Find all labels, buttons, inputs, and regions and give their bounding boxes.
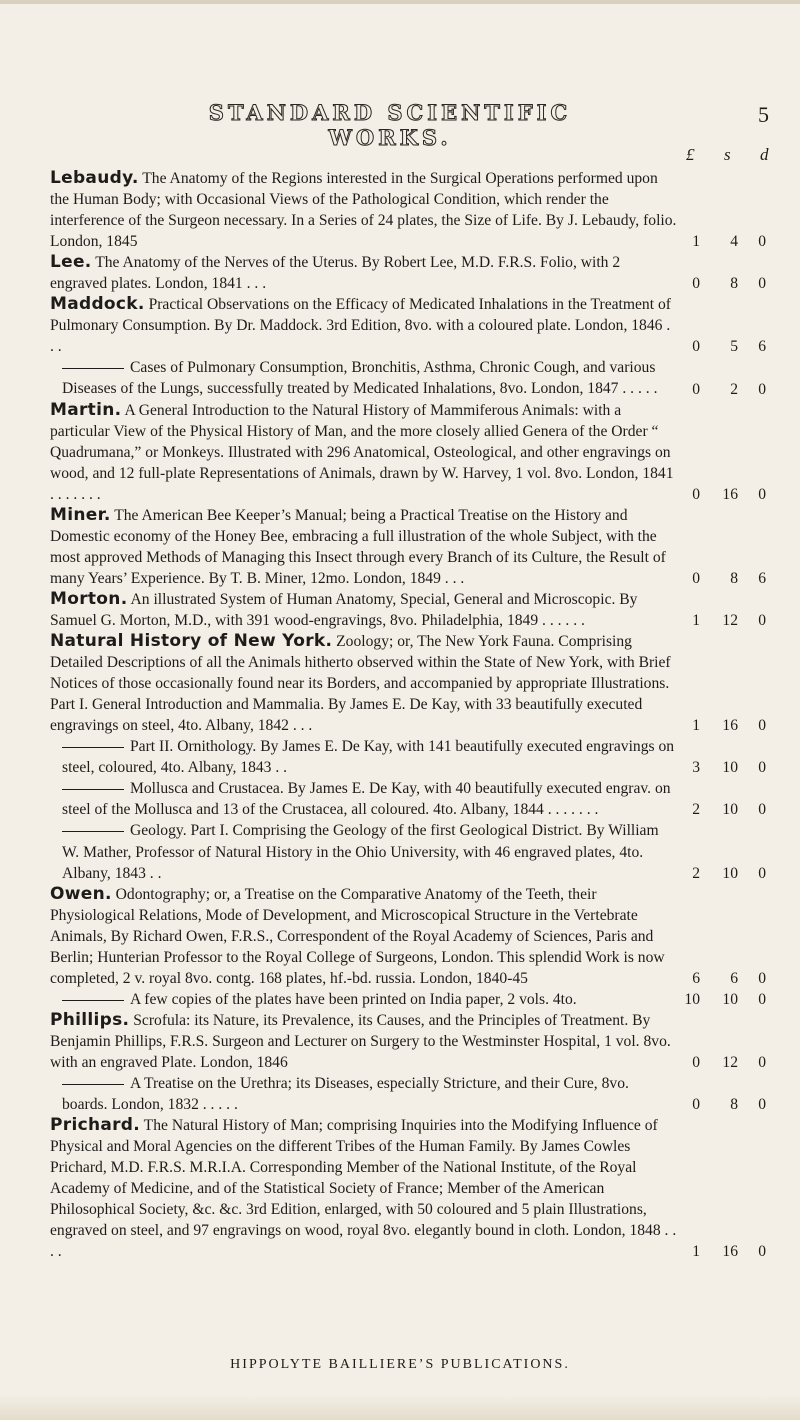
catalog-entry <box>50 294 780 357</box>
entry-text: Scrofula: its Nature, its Prevalence, its Causes, and the Principles of Treatment. By Benjamin Phillips, F.R.S. Surgeon and Lecturer on Surgery to the Westminster Hospital, 1 vol. 8vo. with an engraved Plate. London, 1846 <box>50 1011 671 1071</box>
pounds-heading: £ <box>686 145 695 164</box>
catalog-entry-continuation <box>50 1073 780 1115</box>
price-shillings: 10 <box>722 759 738 777</box>
catalog-entry <box>50 631 780 736</box>
page-number: 5 <box>758 102 769 127</box>
price-pounds: 3 <box>692 759 700 777</box>
entry-text: The Anatomy of the Nerves of the Uterus. By Robert Lee, M.D. F.R.S. Folio, with 2 engraved plates. London, 1841 . . . <box>50 254 621 293</box>
entry-text: Part II. Ornithology. By James E. De Kay, with 141 beautifully executed engravings on steel, coloured, 4to. Albany, 1843 . . <box>62 738 675 777</box>
catalog-entry <box>50 1010 780 1073</box>
page-bottom-edge <box>0 1395 800 1420</box>
ditto-dash <box>62 789 124 790</box>
price-pence: 0 <box>758 612 766 630</box>
price-pounds: 1 <box>692 233 700 251</box>
catalog-entry-continuation <box>50 820 780 883</box>
entry-author: Lee. <box>50 252 92 273</box>
catalog-entry-continuation <box>50 736 780 778</box>
price-pounds: 1 <box>692 1243 700 1261</box>
catalog-entry-continuation <box>50 778 780 820</box>
price-shillings: 12 <box>722 1054 738 1072</box>
catalog-entry-continuation <box>50 989 780 1010</box>
price-shillings: 10 <box>722 864 738 882</box>
price-shillings: 16 <box>722 1243 738 1261</box>
entry-author: Owen. <box>50 883 112 904</box>
entry-author: Prichard. <box>50 1115 141 1136</box>
page-top-edge <box>0 0 800 4</box>
price-pounds: 0 <box>692 380 700 398</box>
price-pounds: 1 <box>692 717 700 735</box>
entry-author: Maddock. <box>50 294 145 315</box>
catalog-entry <box>50 168 780 252</box>
entry-text: Practical Observations on the Efficacy of Medicated Inhalations in the Treatment of Pulmonary Consumption. By Dr. Maddock. 3rd Edition, 8vo. with a coloured plate. London, 1846 . . . <box>50 296 671 356</box>
running-title: STANDARD SCIENTIFIC WORKS. <box>208 100 572 150</box>
price-pence: 0 <box>758 717 766 735</box>
price-shillings: 8 <box>730 1096 738 1114</box>
price-shillings: 6 <box>730 969 738 987</box>
price-pounds: 0 <box>692 569 700 587</box>
entry-text: Mollusca and Crustacea. By James E. De Kay, with 40 beautifully executed engrav. on steel of the Mollusca and 13 of the Crustacea, all coloured. 4to. Albany, 1844 . . . . . . . <box>62 780 671 819</box>
entry-author: Lebaudy. <box>50 168 139 188</box>
entry-author: Phillips. <box>50 1009 130 1030</box>
price-pence: 0 <box>758 990 766 1008</box>
entry-text: The American Bee Keeper’s Manual; being a Practical Treatise on the History and Domestic economy of the Honey Bee, embracing a full illustration of the whole Subject, with the most approved Methods of Managing this Insect through every Branch of its Culture, the Result of many Years’ Experience. By T. B. Miner, 12mo. London, 1849 . . . <box>50 506 666 587</box>
ditto-dash <box>62 368 124 369</box>
catalog-entry <box>50 505 780 589</box>
price-pence: 0 <box>758 485 766 503</box>
price-pence: 0 <box>758 759 766 777</box>
catalog-entry <box>50 1115 780 1262</box>
price-shillings: 16 <box>722 717 738 735</box>
entry-text: Geology. Part I. Comprising the Geology of the first Geological District. By William W. Mather, Professor of Natural History in the Ohio University, with 46 engraved plates, 4to. Albany, 1843 . . <box>62 822 659 882</box>
price-pounds: 0 <box>692 275 700 293</box>
price-pounds: 0 <box>692 1096 700 1114</box>
price-shillings: 10 <box>722 990 738 1008</box>
entry-text: A few copies of the plates have been printed on India paper, 2 vols. 4to. <box>130 990 577 1008</box>
entry-text: An illustrated System of Human Anatomy, Special, General and Microscopic. By Samuel G. Morton, M.D., with 391 wood-engravings, 8vo. Philadelphia, 1849 . . . . . . <box>50 590 638 629</box>
price-pence: 0 <box>758 1243 766 1261</box>
entry-text: Odontography; or, a Treatise on the Comparative Anatomy of the Teeth, their Physiological Relations, Mode of Development, and Microscopical Structure in the Vertebrate Animals, By Richard Owen, F.R.S., Correspondent of the Royal Academy of Sciences, Paris and Berlin; Hunterian Professor to the Royal College of Surgeons, London. This splendid Work is now completed, 2 v. royal 8vo. contg. 168 plates, hf.-bd. russia. London, 1840-45 <box>50 885 665 987</box>
price-pence: 0 <box>758 275 766 293</box>
catalog-entry <box>50 884 780 989</box>
price-pounds: 0 <box>692 1054 700 1072</box>
price-pence: 6 <box>758 569 766 587</box>
ditto-dash <box>62 831 124 832</box>
ditto-dash <box>62 1084 124 1085</box>
price-pounds: 2 <box>692 801 700 819</box>
entry-author: Natural History of New York. <box>50 631 333 652</box>
entry-author: Martin. <box>50 399 122 420</box>
entry-author: Morton. <box>50 588 128 609</box>
catalog-entry <box>50 400 780 505</box>
price-shillings: 12 <box>722 612 738 630</box>
price-pence: 0 <box>758 233 766 251</box>
ditto-dash <box>62 1000 124 1001</box>
price-shillings: 5 <box>730 338 738 356</box>
price-shillings: 4 <box>730 233 738 251</box>
entry-text: A Treatise on the Urethra; its Diseases, especially Stricture, and their Cure, 8vo. boards. London, 1832 . . . . . <box>62 1075 629 1114</box>
price-shillings: 8 <box>730 569 738 587</box>
pence-heading: d <box>760 145 769 164</box>
page-header <box>0 100 800 150</box>
shillings-heading: s <box>724 145 731 164</box>
price-pounds: 6 <box>692 969 700 987</box>
price-shillings: 2 <box>730 380 738 398</box>
price-shillings: 10 <box>722 801 738 819</box>
price-pounds: 2 <box>692 864 700 882</box>
price-pence: 0 <box>758 1096 766 1114</box>
price-pence: 0 <box>758 969 766 987</box>
entry-text: Cases of Pulmonary Consumption, Bronchitis, Asthma, Chronic Cough, and various Diseases of the Lungs, successfully treated by Medicated Inhalations, 8vo. London, 1847 . . . . . <box>62 359 658 398</box>
price-pence: 6 <box>758 338 766 356</box>
price-shillings: 8 <box>730 275 738 293</box>
entry-text: A General Introduction to the Natural History of Mammiferous Animals: with a particular View of the Physical History of Man, and the more closely allied Genera of the Order “ Quadrumana,” or Monkeys. Illustrated with 296 Anatomical, Osteological, and other engravings on wood, and 12 full-plate Representations of Animals, drawn by W. Harvey, 1 vol. 8vo. London, 1841 . . . . . . . <box>50 401 674 503</box>
price-pounds: 0 <box>692 338 700 356</box>
price-shillings: 16 <box>722 485 738 503</box>
ditto-dash <box>62 747 124 748</box>
entry-text: The Natural History of Man; comprising Inquiries into the Modifying Influence of Physical and Moral Agencies on the different Tribes of the Human Family. By James Cowles Prichard, M.D. F.R.S. M.R.I.A. Corresponding Member of the National Institute, of the Royal Academy of Medicine, and of the Statistical Society of France; Member of the American Philosophical Society, &c. &c. 3rd Edition, enlarged, with 50 coloured and 5 plain Illustrations, engraved on steel, and 97 engravings on wood, royal 8vo. elegantly bound in cloth. London, 1848 . . . . <box>50 1117 677 1261</box>
catalog-list <box>50 168 780 1262</box>
price-pounds: 10 <box>684 990 700 1008</box>
price-pounds: 0 <box>692 485 700 503</box>
price-pence: 0 <box>758 1054 766 1072</box>
catalog-entry-continuation <box>50 357 780 399</box>
price-pence: 0 <box>758 801 766 819</box>
entry-text: Zoology; or, The New York Fauna. Comprising Detailed Descriptions of all the Animals hitherto observed within the State of New York, with Brief Notices of those occasionally found near its Borders, and accompanied by appropriate Illustrations. Part I. General Introduction and Mammalia. By James E. De Kay, with 33 beautifully executed engravings on steel, 4to. Albany, 1842 . . . <box>50 633 671 735</box>
price-pence: 0 <box>758 380 766 398</box>
catalog-entry <box>50 252 780 294</box>
entry-text: The Anatomy of the Regions interested in the Surgical Operations performed upon the Human Body; with Occasional Views of the Pathological Condition, which render the interference of the Surgeon necessary. In a Series of 24 plates, the Size of Life. By J. Lebaudy, folio. London, 1845 <box>50 170 677 251</box>
publisher-footer: HIPPOLYTE BAILLIERE’S PUBLICATIONS. <box>230 1357 570 1372</box>
price-pounds: 1 <box>692 612 700 630</box>
catalog-entry <box>50 589 780 631</box>
entry-author: Miner. <box>50 504 111 525</box>
price-pence: 0 <box>758 864 766 882</box>
